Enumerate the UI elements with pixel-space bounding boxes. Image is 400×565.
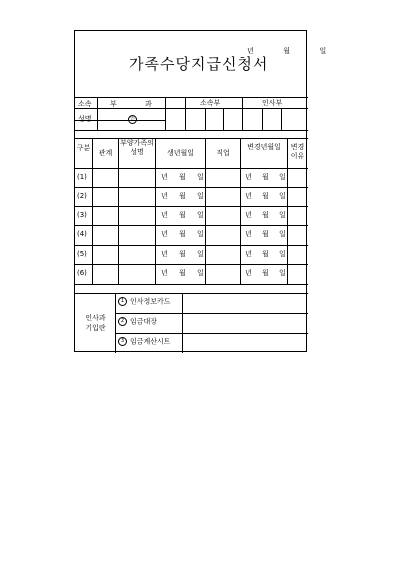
change-day: 일	[279, 211, 286, 219]
hr-item-label: 임금대장	[130, 317, 158, 326]
birth-day: 일	[197, 250, 204, 258]
top-date-month: 월	[283, 47, 291, 55]
hr-label-line2: 기입란	[85, 324, 106, 332]
birth-month: 월	[179, 269, 186, 277]
row-number: (6)	[77, 269, 87, 277]
change-day: 일	[279, 230, 286, 238]
birth-month: 월	[179, 173, 186, 181]
circled-number: 1	[118, 297, 127, 306]
birth-day: 일	[197, 192, 204, 200]
row-number: (5)	[77, 250, 87, 258]
affiliation-section: 과	[145, 100, 152, 108]
header-change-date: 변경년월일	[247, 143, 281, 151]
change-year: 년	[245, 192, 252, 200]
change-day: 일	[279, 250, 286, 258]
header-change-reason: 변경이유	[290, 143, 305, 160]
change-month: 월	[262, 211, 269, 219]
birth-year: 년	[161, 173, 168, 181]
change-day: 일	[279, 192, 286, 200]
top-date-day: 일	[319, 47, 328, 55]
change-month: 월	[262, 192, 269, 200]
header-division: 구분	[76, 144, 91, 152]
change-year: 년	[245, 211, 252, 219]
change-year: 년	[245, 173, 252, 181]
change-year: 년	[245, 269, 252, 277]
row-number: (2)	[77, 192, 87, 200]
birth-day: 일	[197, 211, 204, 219]
hr-item-2	[118, 317, 157, 327]
birth-month: 월	[179, 250, 186, 258]
birth-month: 월	[179, 230, 186, 238]
row-number: (3)	[77, 211, 87, 219]
name-label: 성명	[78, 115, 92, 123]
affiliation-dept: 부	[110, 100, 117, 108]
change-month: 월	[262, 269, 269, 277]
hr-label-line1: 인사과	[85, 314, 106, 322]
birth-day: 일	[197, 269, 204, 277]
hr-item-label: 인사정보카드	[130, 297, 171, 306]
change-month: 월	[262, 230, 269, 238]
change-month: 월	[262, 173, 269, 181]
change-month: 월	[262, 250, 269, 258]
birth-month: 월	[179, 211, 186, 219]
affiliation-dept-label: 소속부	[200, 99, 221, 107]
seal-mark: 인	[128, 115, 137, 124]
header-relation: 관계	[98, 149, 113, 157]
personnel-dept-label: 인사부	[262, 99, 283, 107]
header-dependent-name: 부양가족의 성명	[120, 139, 154, 156]
header-birthdate: 생년월일	[166, 149, 195, 157]
change-day: 일	[279, 173, 286, 181]
row-number: (1)	[77, 173, 87, 181]
affiliation-label: 소속	[78, 100, 92, 108]
birth-day: 일	[197, 230, 204, 238]
birth-year: 년	[161, 211, 168, 219]
header-job: 직업	[216, 149, 230, 157]
circled-number: 2	[118, 317, 127, 326]
row-number: (4)	[77, 230, 87, 238]
birth-year: 년	[161, 230, 168, 238]
birth-year: 년	[161, 269, 168, 277]
birth-day: 일	[197, 173, 204, 181]
change-year: 년	[245, 230, 252, 238]
change-year: 년	[245, 250, 252, 258]
birth-year: 년	[161, 192, 168, 200]
birth-month: 월	[179, 192, 186, 200]
hr-item-1	[118, 297, 171, 307]
form-title: 가족수당지급신청서	[129, 55, 269, 73]
circled-number: 3	[118, 337, 127, 346]
top-date-year: 년	[247, 47, 255, 55]
change-day: 일	[279, 269, 286, 277]
hr-item-3	[118, 337, 171, 347]
family-allowance-form	[74, 30, 328, 352]
birth-year: 년	[161, 250, 168, 258]
hr-item-label: 임금계산시트	[130, 337, 171, 346]
